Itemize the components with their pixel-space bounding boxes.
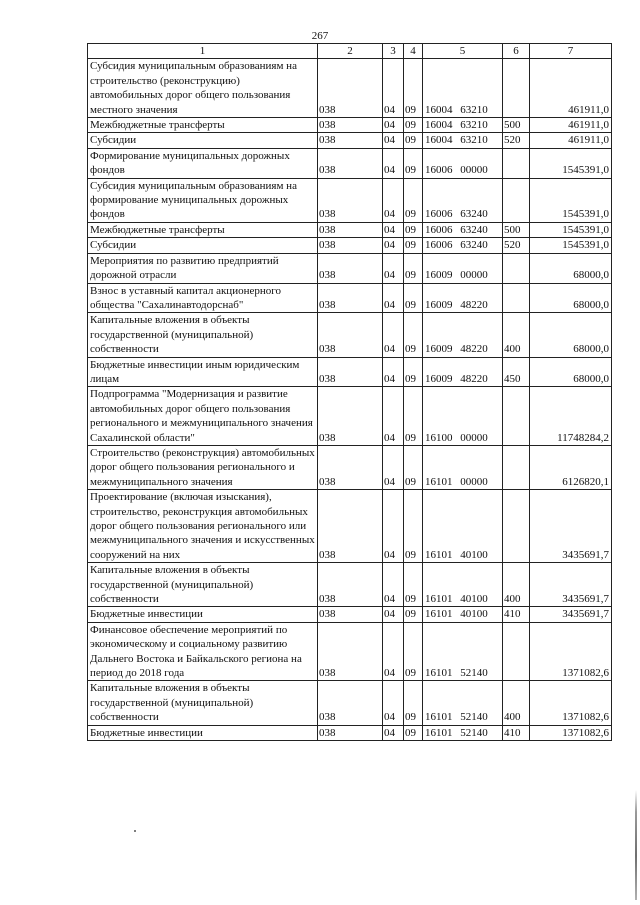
target-code-cell: 16009 00000 (423, 253, 503, 283)
row-name-cell: Субсидия муниципальным образованиям на формирование муниципальных дорожных фондов (88, 178, 318, 222)
expense-type-cell (503, 387, 530, 446)
ministry-code-cell: 038 (318, 313, 383, 357)
table-row (88, 118, 612, 133)
section-code-cell: 04 (383, 118, 404, 133)
amount-cell: 1545391,0 (530, 222, 612, 237)
amount-cell: 1545391,0 (530, 148, 612, 178)
table-row (88, 681, 612, 725)
target-code-cell: 16101 00000 (423, 445, 503, 489)
header-cell-name: 1 (88, 44, 318, 59)
table-row (88, 59, 612, 118)
row-name-cell: Капитальные вложения в объекты государственной (муниципальной) собственности (88, 313, 318, 357)
subsection-code-cell: 09 (404, 253, 423, 283)
page-number: 267 (311, 30, 329, 42)
target-code-cell: 16101 52140 (423, 622, 503, 681)
amount-cell: 1371082,6 (530, 681, 612, 725)
table-row (88, 283, 612, 313)
row-name-cell: Субсидия муниципальным образованиям на строительство (реконструкцию) автомобильных дорог общего пользования местного значения (88, 59, 318, 118)
expense-type-cell (503, 445, 530, 489)
subsection-code-cell: 09 (404, 725, 423, 740)
section-code-cell: 04 (383, 387, 404, 446)
row-name-cell: Бюджетные инвестиции иным юридическим лицам (88, 357, 318, 387)
expense-type-cell (503, 490, 530, 563)
section-code-cell: 04 (383, 725, 404, 740)
section-code-cell: 04 (383, 622, 404, 681)
expense-type-cell (503, 59, 530, 118)
subsection-code-cell: 09 (404, 357, 423, 387)
row-name-cell: Межбюджетные трансферты (88, 118, 318, 133)
ministry-code-cell: 038 (318, 222, 383, 237)
row-name-cell: Мероприятия по развитию предприятий дорожной отрасли (88, 253, 318, 283)
ministry-code-cell: 038 (318, 59, 383, 118)
row-name-cell: Взнос в уставный капитал акционерного общества "Сахалинавтодорснаб" (88, 283, 318, 313)
target-code-cell: 16004 63210 (423, 118, 503, 133)
header-cell-amount: 7 (530, 44, 612, 59)
ministry-code-cell: 038 (318, 178, 383, 222)
amount-cell: 68000,0 (530, 357, 612, 387)
amount-cell: 3435691,7 (530, 490, 612, 563)
section-code-cell: 04 (383, 178, 404, 222)
target-code-cell: 16006 63240 (423, 238, 503, 253)
amount-cell: 68000,0 (530, 313, 612, 357)
amount-cell: 3435691,7 (530, 607, 612, 622)
section-code-cell: 04 (383, 59, 404, 118)
section-code-cell: 04 (383, 133, 404, 148)
section-code-cell: 04 (383, 357, 404, 387)
target-code-cell: 16101 52140 (423, 725, 503, 740)
ministry-code-cell: 038 (318, 148, 383, 178)
target-code-cell: 16004 63210 (423, 133, 503, 148)
expense-type-cell: 400 (503, 681, 530, 725)
table-row (88, 133, 612, 148)
header-cell-section: 3 (383, 44, 404, 59)
ministry-code-cell: 038 (318, 681, 383, 725)
table-row (88, 607, 612, 622)
target-code-cell: 16004 63210 (423, 59, 503, 118)
amount-cell: 11748284,2 (530, 387, 612, 446)
subsection-code-cell: 09 (404, 59, 423, 118)
target-code-cell: 16101 40100 (423, 563, 503, 607)
target-code-cell: 16009 48220 (423, 313, 503, 357)
target-code-cell: 16101 40100 (423, 490, 503, 563)
table-row (88, 238, 612, 253)
scan-speck (134, 830, 136, 832)
amount-cell: 1371082,6 (530, 725, 612, 740)
header-cell-ministry: 2 (318, 44, 383, 59)
ministry-code-cell: 038 (318, 490, 383, 563)
expense-type-cell (503, 148, 530, 178)
subsection-code-cell: 09 (404, 148, 423, 178)
expense-type-cell: 410 (503, 725, 530, 740)
target-code-cell: 16101 40100 (423, 607, 503, 622)
row-name-cell: Подпрограмма "Модернизация и развитие автомобильных дорог общего пользования регионального и межмуниципального значения Сахалинской области" (88, 387, 318, 446)
table-row (88, 148, 612, 178)
ministry-code-cell: 038 (318, 445, 383, 489)
subsection-code-cell: 09 (404, 681, 423, 725)
section-code-cell: 04 (383, 445, 404, 489)
section-code-cell: 04 (383, 490, 404, 563)
amount-cell: 461911,0 (530, 133, 612, 148)
section-code-cell: 04 (383, 313, 404, 357)
subsection-code-cell: 09 (404, 563, 423, 607)
row-name-cell: Формирование муниципальных дорожных фондов (88, 148, 318, 178)
ministry-code-cell: 038 (318, 357, 383, 387)
amount-cell: 1545391,0 (530, 238, 612, 253)
amount-cell: 461911,0 (530, 59, 612, 118)
row-name-cell: Финансовое обеспечение мероприятий по экономическому и социальному развитию Дальнего Востока и Байкальского региона на период до 2018 года (88, 622, 318, 681)
section-code-cell: 04 (383, 222, 404, 237)
subsection-code-cell: 09 (404, 313, 423, 357)
expense-type-cell (503, 253, 530, 283)
row-name-cell: Капитальные вложения в объекты государственной (муниципальной) собственности (88, 563, 318, 607)
ministry-code-cell: 038 (318, 133, 383, 148)
table-row (88, 563, 612, 607)
table-row (88, 222, 612, 237)
table-row (88, 357, 612, 387)
row-name-cell: Межбюджетные трансферты (88, 222, 318, 237)
section-code-cell: 04 (383, 253, 404, 283)
section-code-cell: 04 (383, 238, 404, 253)
row-name-cell: Бюджетные инвестиции (88, 725, 318, 740)
expense-type-cell (503, 178, 530, 222)
header-cell-subsection: 4 (404, 44, 423, 59)
subsection-code-cell: 09 (404, 490, 423, 563)
subsection-code-cell: 09 (404, 445, 423, 489)
ministry-code-cell: 038 (318, 118, 383, 133)
expense-type-cell: 500 (503, 118, 530, 133)
table-row (88, 178, 612, 222)
table-row (88, 253, 612, 283)
amount-cell: 1371082,6 (530, 622, 612, 681)
subsection-code-cell: 09 (404, 622, 423, 681)
ministry-code-cell: 038 (318, 563, 383, 607)
target-code-cell: 16009 48220 (423, 357, 503, 387)
expense-type-cell: 520 (503, 133, 530, 148)
table-row (88, 445, 612, 489)
row-name-cell: Субсидии (88, 133, 318, 148)
row-name-cell: Бюджетные инвестиции (88, 607, 318, 622)
header-row (88, 44, 612, 59)
subsection-code-cell: 09 (404, 607, 423, 622)
expense-type-cell: 500 (503, 222, 530, 237)
amount-cell: 3435691,7 (530, 563, 612, 607)
subsection-code-cell: 09 (404, 283, 423, 313)
subsection-code-cell: 09 (404, 118, 423, 133)
subsection-code-cell: 09 (404, 387, 423, 446)
expense-type-cell: 400 (503, 313, 530, 357)
header-cell-target: 5 (423, 44, 503, 59)
ministry-code-cell: 038 (318, 622, 383, 681)
target-code-cell: 16006 00000 (423, 148, 503, 178)
row-name-cell: Проектирование (включая изыскания), строительство, реконструкция автомобильных дорог общего пользования регионального или межмуниципального значения и искусственных сооружений на них (88, 490, 318, 563)
section-code-cell: 04 (383, 681, 404, 725)
ministry-code-cell: 038 (318, 607, 383, 622)
ministry-code-cell: 038 (318, 283, 383, 313)
scan-edge-shadow (635, 790, 637, 900)
row-name-cell: Субсидии (88, 238, 318, 253)
target-code-cell: 16009 48220 (423, 283, 503, 313)
row-name-cell: Строительство (реконструкция) автомобильных дорог общего пользования регионального и межмуниципального значения (88, 445, 318, 489)
amount-cell: 68000,0 (530, 283, 612, 313)
section-code-cell: 04 (383, 563, 404, 607)
budget-table (87, 43, 612, 741)
expense-type-cell: 450 (503, 357, 530, 387)
expense-type-cell (503, 622, 530, 681)
table-row (88, 387, 612, 446)
row-name-cell: Капитальные вложения в объекты государственной (муниципальной) собственности (88, 681, 318, 725)
subsection-code-cell: 09 (404, 178, 423, 222)
expense-type-cell: 410 (503, 607, 530, 622)
header-cell-expense-type: 6 (503, 44, 530, 59)
target-code-cell: 16006 63240 (423, 178, 503, 222)
subsection-code-cell: 09 (404, 238, 423, 253)
amount-cell: 6126820,1 (530, 445, 612, 489)
section-code-cell: 04 (383, 607, 404, 622)
ministry-code-cell: 038 (318, 253, 383, 283)
table-row (88, 313, 612, 357)
amount-cell: 1545391,0 (530, 178, 612, 222)
expense-type-cell (503, 283, 530, 313)
expense-type-cell: 400 (503, 563, 530, 607)
amount-cell: 461911,0 (530, 118, 612, 133)
subsection-code-cell: 09 (404, 133, 423, 148)
target-code-cell: 16101 52140 (423, 681, 503, 725)
target-code-cell: 16100 00000 (423, 387, 503, 446)
ministry-code-cell: 038 (318, 725, 383, 740)
ministry-code-cell: 038 (318, 387, 383, 446)
target-code-cell: 16006 63240 (423, 222, 503, 237)
ministry-code-cell: 038 (318, 238, 383, 253)
table-row (88, 725, 612, 740)
table-row (88, 622, 612, 681)
amount-cell: 68000,0 (530, 253, 612, 283)
table-row (88, 490, 612, 563)
expense-type-cell: 520 (503, 238, 530, 253)
subsection-code-cell: 09 (404, 222, 423, 237)
section-code-cell: 04 (383, 283, 404, 313)
section-code-cell: 04 (383, 148, 404, 178)
